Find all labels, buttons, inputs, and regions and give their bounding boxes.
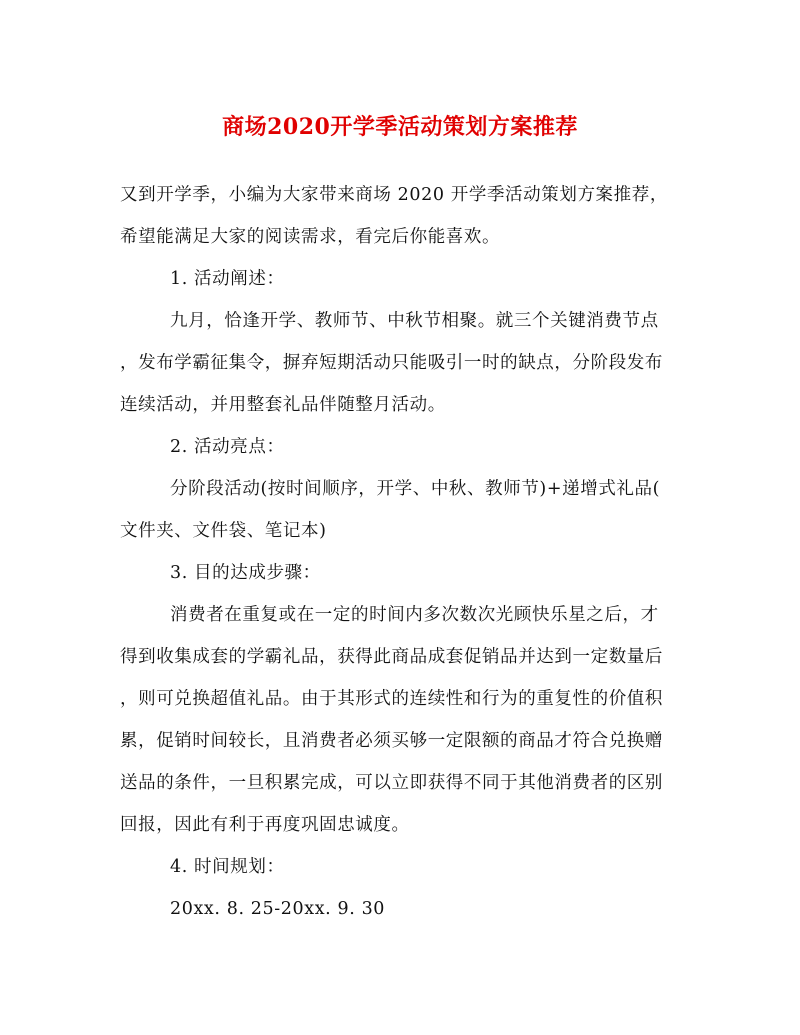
text-line: 20xx. 8. 25-20xx. 9. 30 xyxy=(170,899,386,919)
text-line: 文件夹、文件袋、笔记本) xyxy=(120,521,327,541)
text-line: 得到收集成套的学霸礼品，获得此商品成套促销品并达到一定数量后 xyxy=(120,647,663,667)
section-heading: 3. 目的达成步骤： xyxy=(170,563,321,583)
text-line: ，则可兑换超值礼品。由于其形式的连续性和行为的重复性的价值积 xyxy=(120,689,663,709)
text-line: 送品的条件，一旦积累完成，可以立即获得不同于其他消费者的区别 xyxy=(120,773,663,793)
text-line: 连续活动，并用整套礼品伴随整月活动。 xyxy=(120,395,446,415)
text-line: 分阶段活动(按时间顺序，开学、中秋、教师节)+递增式礼品( xyxy=(170,479,661,499)
document-title: 商场2020开学季活动策划方案推荐 xyxy=(222,114,578,140)
section-heading: 2. 活动亮点： xyxy=(170,437,285,457)
text-line: 九月，恰逢开学、教师节、中秋节相聚。就三个关键消费节点 xyxy=(170,311,659,331)
section-heading: 1. 活动阐述： xyxy=(170,269,285,289)
text-line: 回报，因此有利于再度巩固忠诚度。 xyxy=(120,815,410,835)
text-line: 希望能满足大家的阅读需求，看完后你能喜欢。 xyxy=(120,227,501,247)
section-heading: 4. 时间规划： xyxy=(170,857,285,877)
text-line: ，发布学霸征集令，摒弃短期活动只能吸引一时的缺点，分阶段发布 xyxy=(120,353,663,373)
text-line: 消费者在重复或在一定的时间内多次数次光顾快乐星之后，才 xyxy=(170,605,659,625)
text-line: 又到开学季，小编为大家带来商场 2020 开学季活动策划方案推荐， xyxy=(120,185,668,205)
text-line: 累，促销时间较长，且消费者必须买够一定限额的商品才符合兑换赠 xyxy=(120,731,663,751)
